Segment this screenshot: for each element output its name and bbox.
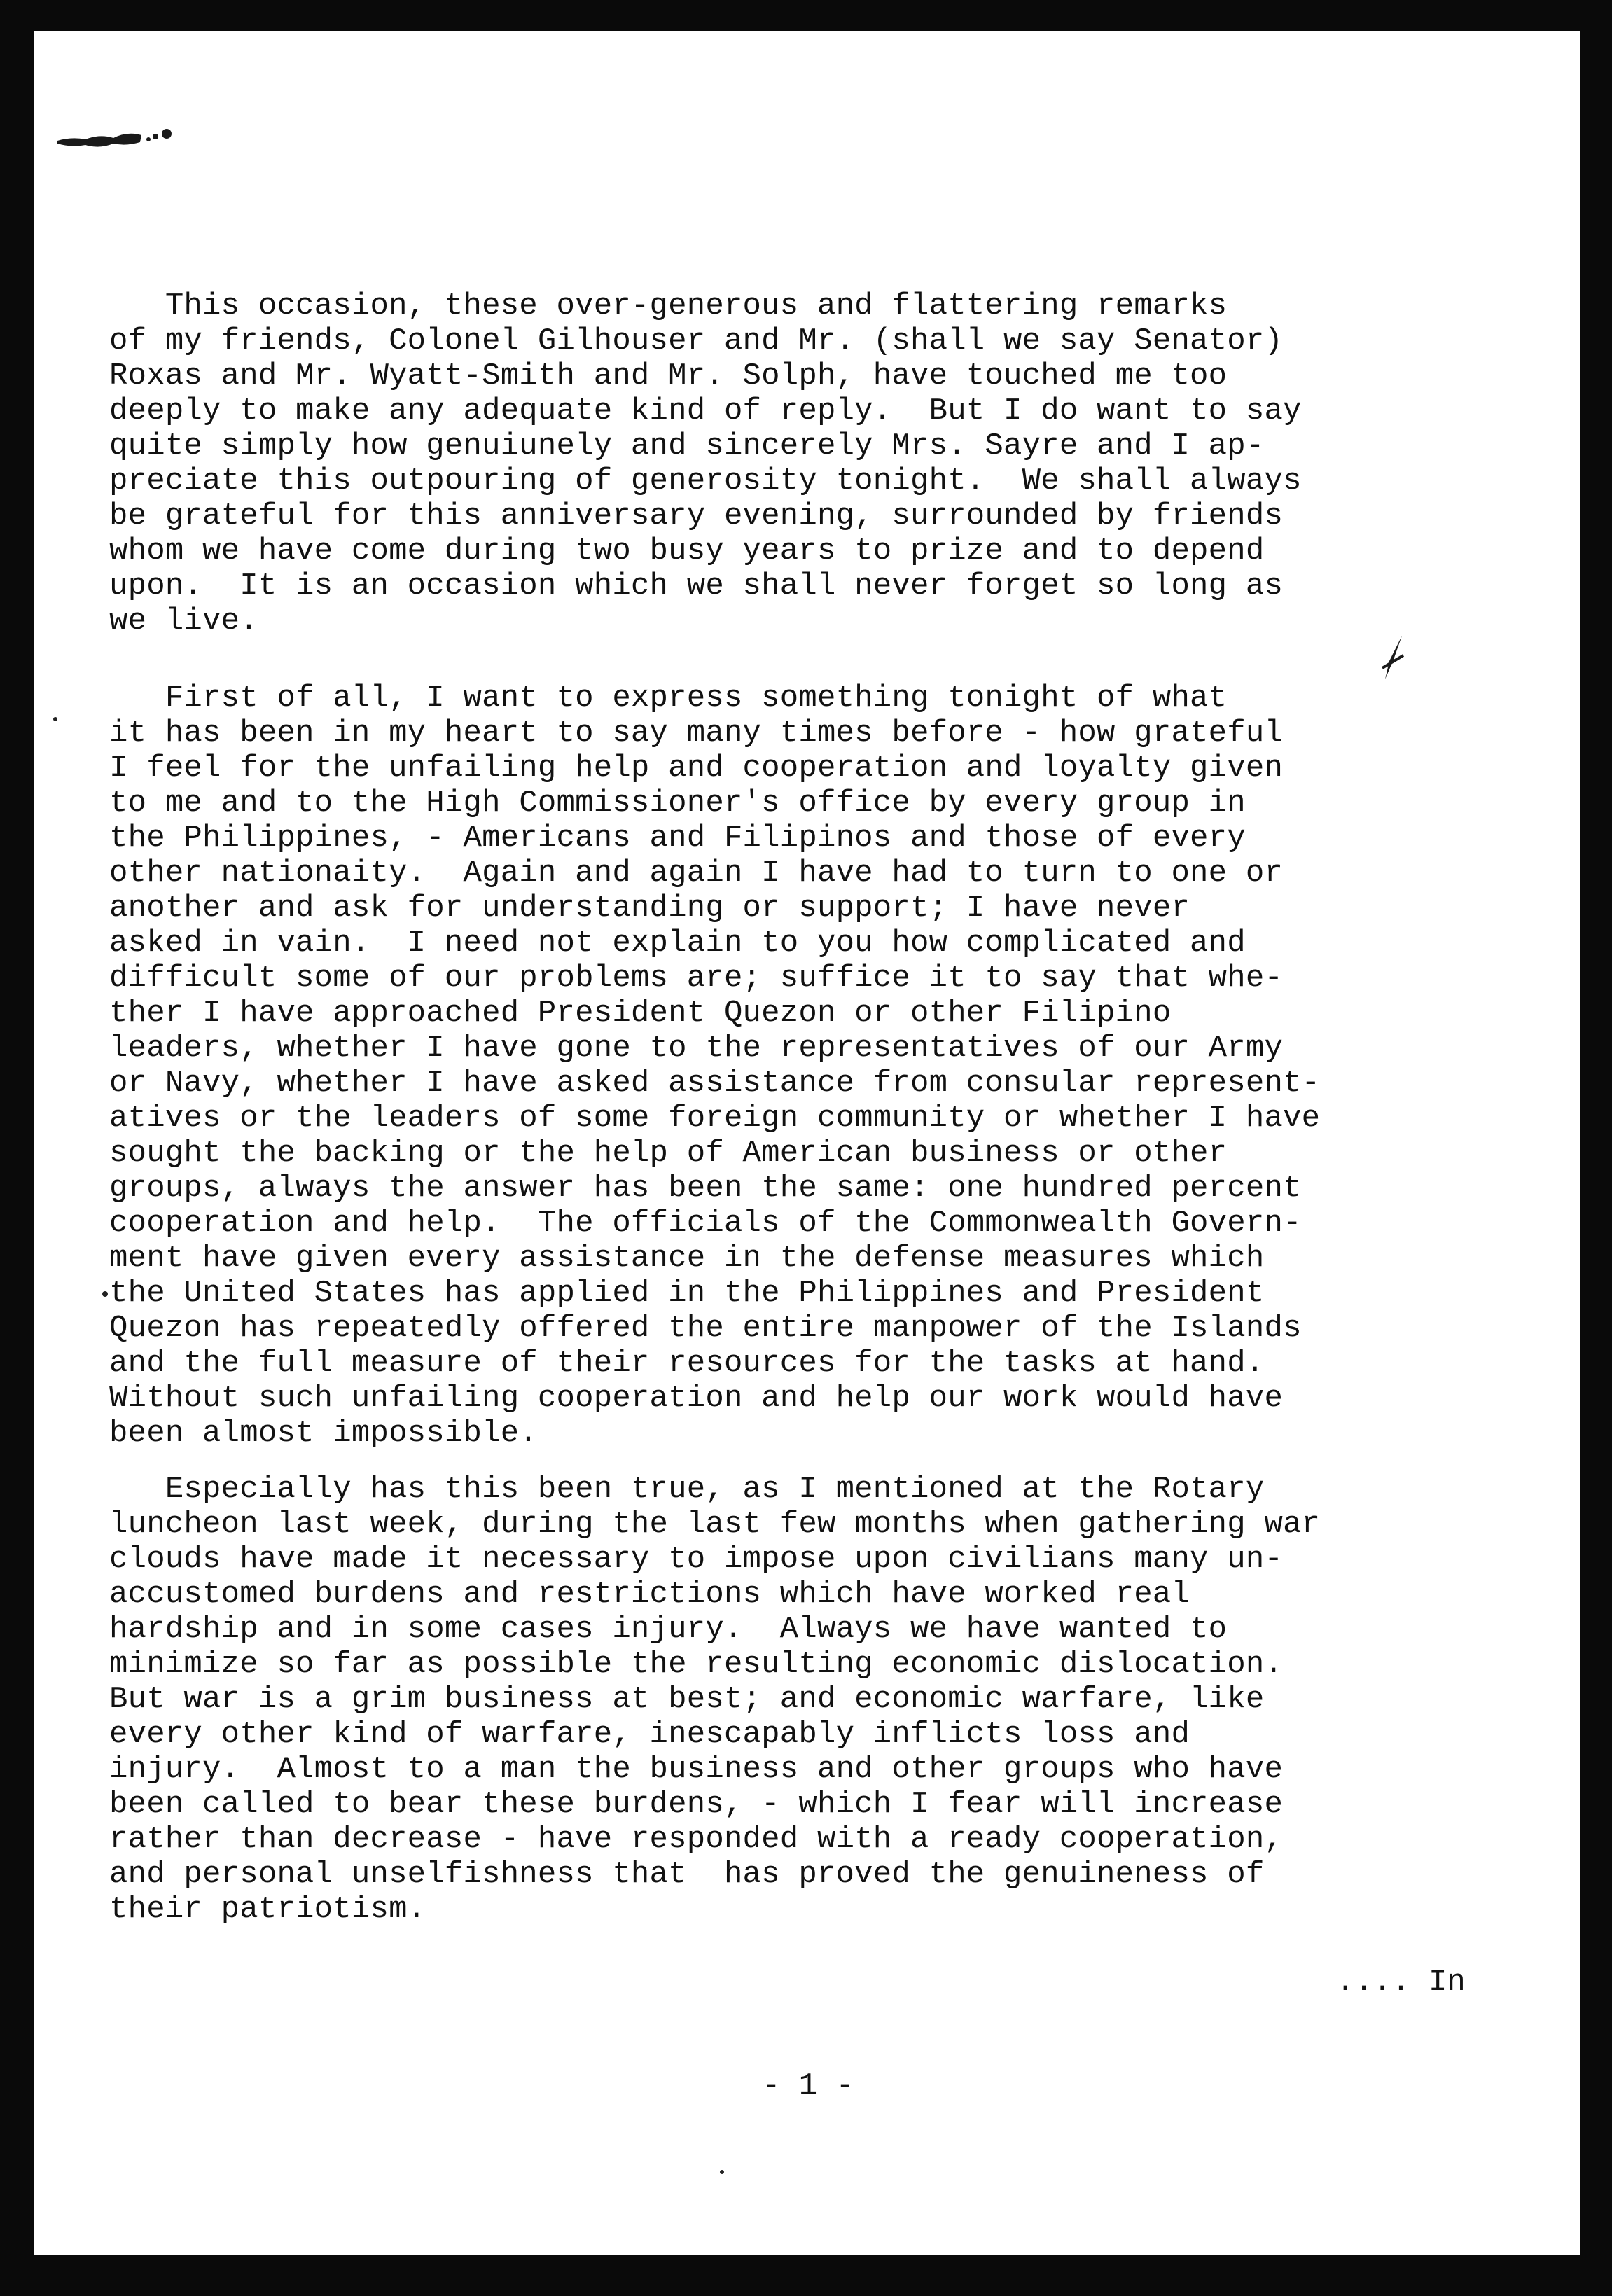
text-line: be grateful for this anniversary evening, surrounded by friends xyxy=(109,499,1284,534)
text-line: clouds have made it necessary to impose upon civilians many un- xyxy=(109,1542,1284,1577)
text-line: groups, always the answer has been the same: one hundred percent xyxy=(109,1171,1302,1206)
text-line: accustomed burdens and restrictions which have worked real xyxy=(109,1577,1190,1612)
paragraph-2 xyxy=(109,681,1524,1451)
text-line: whom we have come during two busy years to prize and to depend xyxy=(109,534,1265,569)
text-line: every other kind of warfare, inescapably inflicts loss and xyxy=(109,1717,1190,1752)
text-line: the Philippines, - Americans and Filipinos and those of every xyxy=(109,821,1246,856)
text-line: ther I have approached President Quezon or other Filipino xyxy=(109,996,1172,1031)
text-line: to me and to the High Commissioner's office by every group in xyxy=(109,786,1246,821)
page-number: - 1 - xyxy=(762,2068,855,2103)
text-line: luncheon last week, during the last few months when gathering war xyxy=(109,1507,1321,1542)
text-line: leaders, whether I have gone to the representatives of our Army xyxy=(109,1031,1284,1066)
text-line: of my friends, Colonel Gilhouser and Mr. (shall we say Senator) xyxy=(109,323,1284,359)
text-line: quite simply how genuiunely and sincerely Mrs. Sayre and I ap- xyxy=(109,429,1265,464)
speck-mark xyxy=(102,1291,108,1297)
text-line: Without such unfailing cooperation and help our work would have xyxy=(109,1381,1284,1416)
text-line: upon. It is an occasion which we shall never forget so long as xyxy=(109,569,1284,604)
text-line: deeply to make any adequate kind of reply. But I do want to say xyxy=(109,394,1302,429)
text-line: difficult some of our problems are; suffice it to say that whe- xyxy=(109,961,1284,996)
text-line: ment have given every assistance in the defense measures which xyxy=(109,1241,1265,1276)
text-line: First of all, I want to express something tonight of what xyxy=(109,681,1228,716)
text-line: Roxas and Mr. Wyatt-Smith and Mr. Solph, have touched me too xyxy=(109,359,1228,394)
document-page xyxy=(34,31,1580,2255)
text-line: asked in vain. I need not explain to you how complicated and xyxy=(109,926,1246,961)
text-line: it has been in my heart to say many times before - how grateful xyxy=(109,716,1284,751)
text-line: and personal unselfishness that has proved the genuineness of xyxy=(109,1857,1265,1892)
text-line: hardship and in some cases injury. Always we have wanted to xyxy=(109,1612,1228,1647)
paragraph-1 xyxy=(109,288,1524,639)
text-line: sought the backing or the help of American business or other xyxy=(109,1136,1228,1171)
speck-mark xyxy=(53,717,57,721)
text-line: their patriotism. xyxy=(109,1892,426,1927)
text-line: atives or the leaders of some foreign community or whether I have xyxy=(109,1101,1321,1136)
pencil-mark-icon xyxy=(1378,634,1406,683)
text-line: I feel for the unfailing help and cooperation and loyalty given xyxy=(109,751,1284,786)
paragraph-3 xyxy=(109,1472,1524,1927)
text-line: the United States has applied in the Philippines and President xyxy=(109,1276,1265,1311)
text-line: and the full measure of their resources for the tasks at hand. xyxy=(109,1346,1265,1381)
text-line: been called to bear these burdens, - which I fear will increase xyxy=(109,1787,1284,1822)
text-line: rather than decrease - have responded with a ready cooperation, xyxy=(109,1822,1284,1857)
speck-mark xyxy=(720,2170,724,2174)
text-line: This occasion, these over-generous and flattering remarks xyxy=(109,288,1228,323)
text-line: another and ask for understanding or support; I have never xyxy=(109,891,1190,926)
text-line: cooperation and help. The officials of the Commonwealth Govern- xyxy=(109,1206,1302,1241)
text-line: injury. Almost to a man the business and other groups who have xyxy=(109,1752,1284,1787)
continuation-text: .... In xyxy=(1336,1965,1466,2000)
text-line: minimize so far as possible the resulting economic dislocation. xyxy=(109,1647,1284,1682)
ink-smudge-icon xyxy=(50,118,190,160)
text-line: other nationaity. Again and again I have had to turn to one or xyxy=(109,856,1284,891)
text-line: But war is a grim business at best; and economic warfare, like xyxy=(109,1682,1265,1717)
text-line: been almost impossible. xyxy=(109,1416,538,1451)
text-line: we live. xyxy=(109,604,258,639)
text-line: Especially has this been true, as I mentioned at the Rotary xyxy=(109,1472,1265,1507)
text-line: preciate this outpouring of generosity tonight. We shall always xyxy=(109,464,1302,499)
text-line: Quezon has repeatedly offered the entire manpower of the Islands xyxy=(109,1311,1302,1346)
text-line: or Navy, whether I have asked assistance from consular represent- xyxy=(109,1066,1321,1101)
